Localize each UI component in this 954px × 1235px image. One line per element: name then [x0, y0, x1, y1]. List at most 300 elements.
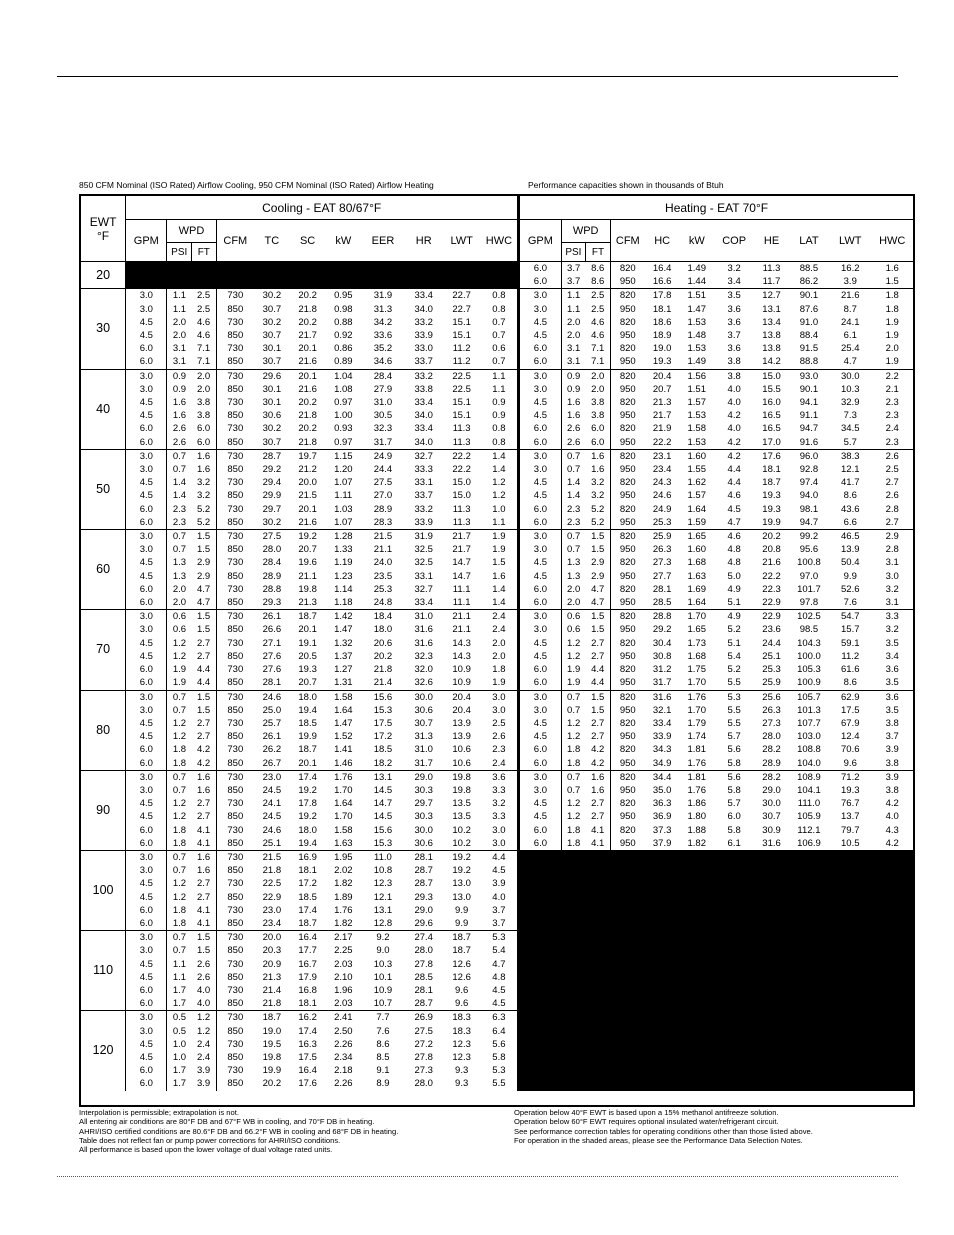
- cooling-cell: 4.6: [192, 329, 217, 342]
- cooling-cell: 850: [227, 490, 244, 502]
- cooling-cell: 0.6: [167, 610, 192, 624]
- cooling-cell: 3.3: [492, 811, 506, 823]
- heating-cell: 25.1: [762, 650, 781, 662]
- table-row: [81, 503, 913, 516]
- cooling-cell: 9.0: [376, 945, 390, 957]
- heating-cell: 3.8: [586, 396, 611, 409]
- cooling-cell: 3.0: [126, 530, 167, 544]
- cooling-cell: 19.2: [290, 530, 326, 544]
- cooling-cell: 1.5: [192, 704, 217, 717]
- heating-cell: 2.6: [871, 449, 913, 463]
- cooling-cell: 5.8: [492, 1051, 506, 1063]
- heating-cell: 1.57: [687, 397, 706, 409]
- heating-cell: 950: [619, 731, 636, 743]
- cooling-cell: 850: [227, 410, 244, 422]
- heating-cell: 20.2: [754, 530, 789, 544]
- cooling-cell: 0.9: [492, 397, 506, 409]
- cooling-cell: 30.7: [262, 356, 282, 368]
- cooling-cell: 16.7: [298, 958, 317, 970]
- heating-cell: 6.0: [586, 436, 611, 450]
- cooling-cell: 0.7: [167, 690, 192, 704]
- heating-cell: 5.7: [843, 436, 857, 448]
- heating-cell: 32.9: [841, 397, 860, 409]
- cooling-cell: 12.3: [452, 1038, 471, 1050]
- cooling-cell: 1.6: [167, 396, 192, 409]
- cooling-cell: 1.4: [167, 476, 192, 489]
- heating-cell: 11.7: [762, 276, 781, 288]
- heating-cell: 820: [619, 423, 636, 435]
- cooling-cell: 3.0: [139, 544, 153, 556]
- cooling-cell: 1.04: [325, 369, 361, 383]
- cooling-cell: 730: [216, 610, 254, 624]
- heating-cell: 36.9: [652, 811, 672, 823]
- heating-cell: 97.8: [799, 597, 819, 609]
- heating-cell: 50.4: [841, 557, 860, 569]
- heating-cell: 1.8: [885, 303, 899, 315]
- heating-cell: 10.3: [841, 383, 860, 395]
- cooling-cell: 30.1: [262, 397, 282, 409]
- heating-cell: 6.1: [727, 837, 741, 849]
- cooling-cell: 30.6: [262, 410, 282, 422]
- cooling-cell: 3.9: [192, 1077, 217, 1090]
- cooling-cell: 21.8: [373, 664, 393, 676]
- cooling-cell: 2.41: [325, 1011, 361, 1025]
- cooling-cell: 0.9: [167, 383, 192, 396]
- table-row: [81, 743, 913, 756]
- heating-cell: 6.1: [843, 330, 857, 342]
- cooling-cell: 1.64: [334, 704, 353, 716]
- heating-cell: 4.7: [727, 516, 741, 528]
- heating-cell: 1.68: [687, 557, 706, 569]
- heating-cell: 1.9: [561, 663, 586, 676]
- heating-cell: 91.6: [799, 436, 819, 448]
- cooling-cell: 4.5: [139, 410, 153, 422]
- heating-cell: 21.9: [652, 423, 672, 435]
- heating-cell: 98.1: [799, 503, 819, 515]
- cooling-cell: 1.6: [192, 770, 217, 784]
- heating-cell: 90.1: [789, 289, 829, 303]
- units-caption: Performance capacities shown in thousands of Btuh: [528, 180, 724, 190]
- cooling-cell: 13.5: [452, 811, 471, 823]
- cooling-cell: 4.5: [139, 878, 153, 890]
- cooling-cell: 0.9: [167, 369, 192, 383]
- heating-cell: 8.6: [586, 262, 611, 276]
- cooling-cell: 3.7: [492, 904, 506, 916]
- cooling-cell: 26.1: [254, 610, 290, 624]
- cooling-cell: 6.0: [139, 503, 153, 515]
- heating-cell: 3.0: [885, 570, 899, 582]
- heating-cell: 4.5: [519, 556, 561, 569]
- heating-col-he: HE: [754, 220, 789, 262]
- cooling-cell: 730: [227, 316, 244, 328]
- heating-cell: 4.5: [519, 316, 561, 329]
- cooling-cell: 0.8: [492, 423, 506, 435]
- heating-cell: 4.5: [519, 489, 561, 502]
- cooling-cell: 19.1: [298, 637, 317, 649]
- cooling-cell: 27.5: [254, 530, 290, 544]
- heating-shaded-area: [519, 1011, 913, 1091]
- heating-cell: 1.3: [561, 556, 586, 569]
- heating-cell: 820: [610, 369, 645, 383]
- heating-cell: 2.7: [885, 516, 899, 528]
- heating-cell: 4.7: [586, 596, 611, 610]
- cooling-cell: 4.1: [192, 824, 217, 837]
- cooling-cell: 2.02: [334, 865, 353, 877]
- cooling-cell: 0.89: [334, 356, 353, 368]
- cooling-cell: 20.3: [262, 945, 282, 957]
- cooling-cell: 9.1: [376, 1065, 390, 1077]
- heating-cell: 820: [610, 449, 645, 463]
- heating-cell: 950: [619, 570, 636, 582]
- heating-cell: 3.4: [885, 650, 899, 662]
- cooling-cell: 730: [227, 637, 244, 649]
- heating-col-cfm: CFM: [610, 220, 645, 262]
- heating-cell: 91.5: [799, 343, 819, 355]
- cooling-cell: 3.0: [139, 704, 153, 716]
- heating-cell: 86.2: [799, 276, 819, 288]
- cooling-cell: 3.0: [492, 824, 506, 836]
- cooling-cell: 27.6: [262, 650, 282, 662]
- heating-cell: 41.7: [841, 477, 860, 489]
- heating-col-ft: FT: [586, 243, 611, 262]
- heating-cell: 29.2: [652, 624, 672, 636]
- heating-cell: 112.1: [797, 824, 821, 836]
- cooling-cell: 17.4: [290, 770, 326, 784]
- cooling-cell: 16.9: [290, 850, 326, 864]
- cooling-cell: 19.8: [443, 770, 481, 784]
- cooling-cell: 850: [227, 811, 244, 823]
- heating-cell: 105.3: [797, 664, 821, 676]
- ewt-value: 120: [81, 1011, 126, 1091]
- table-row: [81, 717, 913, 730]
- heating-cell: 34.4: [645, 770, 680, 784]
- cooling-cell: 22.9: [262, 891, 282, 903]
- cooling-cell: 1.9: [167, 663, 192, 676]
- heating-cell: 4.5: [519, 650, 561, 663]
- heating-cell: 1.9: [885, 330, 899, 342]
- heating-cell: 5.2: [586, 516, 611, 530]
- cooling-cell: 850: [227, 731, 244, 743]
- cooling-cell: 2.0: [167, 596, 192, 610]
- heating-col-lat: LAT: [789, 220, 829, 262]
- heating-cell: 1.59: [687, 516, 706, 528]
- heating-cell: 820: [619, 503, 636, 515]
- heating-cell: 10.5: [841, 837, 860, 849]
- cooling-cell: 730: [227, 984, 244, 996]
- heating-cell: 1.8: [561, 837, 586, 851]
- cooling-cell: 29.0: [405, 770, 443, 784]
- cooling-cell: 850: [227, 757, 244, 769]
- cooling-cell: 1.96: [334, 984, 353, 996]
- cooling-cell: 13.9: [452, 717, 471, 729]
- heating-cell: 87.6: [799, 303, 819, 315]
- heating-cell: 108.9: [789, 770, 829, 784]
- heating-cell: 3.6: [885, 664, 899, 676]
- table-row: [81, 596, 913, 610]
- cooling-cell: 31.9: [361, 289, 405, 303]
- heating-cell: 0.6: [561, 610, 586, 624]
- table-row: [81, 690, 913, 704]
- cooling-cell: 0.95: [325, 289, 361, 303]
- cooling-cell: 32.0: [414, 664, 433, 676]
- cooling-cell: 850: [227, 891, 244, 903]
- cooling-cell: 4.5: [139, 316, 153, 328]
- cooling-cell: 10.6: [452, 744, 471, 756]
- cooling-cell: 0.8: [492, 303, 506, 315]
- heating-cell: 3.2: [885, 583, 899, 595]
- heating-cell: 25.4: [841, 343, 860, 355]
- table-row: [81, 303, 913, 316]
- heating-cell: 2.7: [586, 797, 611, 810]
- cooling-cell: 850: [227, 570, 244, 582]
- cooling-cell: 1.1: [167, 958, 192, 971]
- cooling-cell: 21.8: [298, 436, 317, 448]
- cooling-cell: 1.31: [334, 677, 353, 689]
- heating-cell: 23.4: [652, 464, 672, 476]
- heating-cell: 36.3: [652, 798, 672, 810]
- cooling-cell: 850: [227, 544, 244, 556]
- cooling-cell: 15.1: [452, 410, 471, 422]
- heating-cell: 33.9: [652, 731, 672, 743]
- cooling-cell: 2.0: [492, 650, 506, 662]
- cooling-cell: 14.3: [452, 650, 471, 662]
- cooling-cell: 30.2: [262, 516, 282, 528]
- cooling-cell: 730: [227, 744, 244, 756]
- cooling-cell: 29.2: [262, 464, 282, 476]
- heating-cell: 4.5: [519, 396, 561, 409]
- cooling-cell: 850: [227, 516, 244, 528]
- cooling-cell: 17.4: [298, 1025, 317, 1037]
- cooling-cell: 1.6: [192, 449, 217, 463]
- table-row: [81, 824, 913, 837]
- heating-cell: 1.8: [561, 824, 586, 837]
- cooling-cell: 3.0: [126, 770, 167, 784]
- cooling-cell: 9.3: [455, 1065, 469, 1077]
- heating-cell: 1.6: [586, 770, 611, 784]
- heating-cell: 3.5: [714, 289, 754, 303]
- cooling-cell: 33.2: [414, 503, 433, 515]
- heating-cell: 1.73: [687, 637, 706, 649]
- cooling-cell: 0.7: [167, 864, 192, 877]
- cooling-cell: 12.6: [452, 971, 471, 983]
- heating-col-lwt: LWT: [829, 220, 871, 262]
- heating-cell: 88.5: [799, 263, 819, 274]
- heating-cell: 6.0: [519, 342, 561, 355]
- heating-cell: 950: [619, 276, 636, 288]
- cooling-cell: 1.52: [334, 731, 353, 743]
- heating-cell: 1.2: [561, 810, 586, 823]
- cooling-cell: 6.0: [139, 516, 153, 528]
- cooling-cell: 6.0: [139, 343, 153, 355]
- cooling-cell: 28.4: [361, 369, 405, 383]
- table-row: [81, 784, 913, 797]
- performance-table-frame: [79, 194, 915, 1107]
- cooling-cell: 18.7: [298, 917, 317, 929]
- heating-cell: 9.9: [843, 570, 857, 582]
- cooling-cell: 12.3: [373, 878, 393, 890]
- heating-cell: 22.3: [762, 583, 781, 595]
- ewt-value: 50: [81, 449, 126, 529]
- heating-cell: 94.1: [799, 397, 819, 409]
- cooling-cell: 2.03: [334, 958, 353, 970]
- heating-cell: 0.7: [561, 543, 586, 556]
- cooling-cell: 11.1: [452, 597, 471, 609]
- cooling-cell: 21.5: [298, 490, 317, 502]
- cooling-cell: 1.82: [334, 917, 353, 929]
- heating-cell: 6.0: [519, 275, 561, 289]
- heating-cell: 3.1: [885, 597, 899, 609]
- heating-cell: 1.6: [586, 784, 611, 797]
- cooling-cell: 1.58: [325, 690, 361, 704]
- heating-cell: 1.6: [586, 463, 611, 476]
- heating-cell: 4.6: [586, 316, 611, 329]
- cooling-cell: 4.5: [139, 570, 153, 582]
- cooling-cell: 4.6: [192, 316, 217, 329]
- cooling-cell: 28.7: [414, 865, 433, 877]
- cooling-cell: 3.2: [192, 489, 217, 502]
- cooling-cell: 19.4: [298, 704, 317, 716]
- heating-cell: 25.9: [645, 530, 680, 544]
- cooling-cell: 0.7: [167, 704, 192, 717]
- cooling-cell: 10.9: [452, 664, 471, 676]
- heating-cell: 98.5: [799, 624, 819, 636]
- cooling-cell: 6.0: [192, 422, 217, 435]
- heating-cell: 1.4: [561, 476, 586, 489]
- cooling-cell: 3.8: [192, 396, 217, 409]
- cooling-cell: 730: [216, 369, 254, 383]
- cooling-cell: 33.2: [405, 369, 443, 383]
- cooling-cell: 27.5: [414, 1025, 433, 1037]
- table-row: [81, 730, 913, 743]
- cooling-cell: 18.7: [443, 931, 481, 945]
- cooling-cell: 27.8: [414, 958, 433, 970]
- heating-cell: 6.0: [519, 663, 561, 676]
- ewt-value: 60: [81, 530, 126, 610]
- cooling-cell: 34.6: [373, 356, 393, 368]
- table-row: [81, 810, 913, 823]
- heating-cell: 16.0: [762, 397, 781, 409]
- heating-cell: 820: [619, 477, 636, 489]
- heating-cell: 3.6: [727, 316, 741, 328]
- heating-cell: 90.1: [799, 383, 819, 395]
- cooling-cell: 5.2: [192, 516, 217, 530]
- cooling-cell: 32.5: [414, 544, 433, 556]
- heating-cell: 27.3: [762, 717, 781, 729]
- cooling-cell: 2.9: [192, 570, 217, 583]
- heating-cell: 106.9: [797, 837, 821, 849]
- cooling-cell: 10.6: [452, 757, 471, 769]
- cooling-cell: 30.2: [262, 316, 282, 328]
- cooling-cell: 0.92: [334, 330, 353, 342]
- heating-cell: 24.4: [762, 637, 781, 649]
- table-row: [81, 583, 913, 596]
- cooling-cell: 4.5: [139, 811, 153, 823]
- cooling-cell: 850: [227, 624, 244, 636]
- cooling-cell: 1.9: [481, 530, 519, 544]
- cooling-col-eer: EER: [361, 220, 405, 262]
- cooling-cell: 1.4: [481, 449, 519, 463]
- cooling-cell: 15.3: [373, 704, 393, 716]
- heating-cell: 1.9: [885, 356, 899, 368]
- cooling-cell: 18.3: [452, 1025, 471, 1037]
- heating-cell: 0.7: [561, 463, 586, 476]
- heating-cell: 34.5: [841, 423, 860, 435]
- heating-cell: 3.8: [885, 717, 899, 729]
- heating-cell: 1.9: [885, 316, 899, 328]
- ewt-value: 90: [81, 770, 126, 850]
- cooling-cell: 32.3: [414, 650, 433, 662]
- heating-cell: 79.7: [841, 824, 860, 836]
- cooling-cell: 7.7: [361, 1011, 405, 1025]
- heating-cell: 4.2: [885, 798, 899, 810]
- cooling-cell: 12.3: [452, 1051, 471, 1063]
- heating-cell: 33.4: [652, 717, 672, 729]
- table-row: [81, 262, 913, 276]
- cooling-cell: 31.0: [373, 397, 393, 409]
- cooling-cell: 28.9: [262, 570, 282, 582]
- cooling-cell: 21.8: [298, 410, 317, 422]
- cooling-cell: 2.0: [192, 369, 217, 383]
- note-line: All performance is based upon the lower voltage of dual voltage rated units.: [79, 1145, 333, 1155]
- heating-cell: 19.3: [762, 490, 781, 502]
- note-line: Interpolation is permissible; extrapolation is not.: [79, 1108, 239, 1117]
- table-row: [81, 342, 913, 355]
- cooling-cell: 850: [227, 917, 244, 929]
- cooling-cell: 1.0: [167, 1051, 192, 1064]
- cooling-cell: 2.0: [492, 637, 506, 649]
- heating-cell: 3.1: [885, 557, 899, 569]
- cooling-cell: 29.7: [414, 798, 433, 810]
- cooling-cell: 1.5: [192, 690, 217, 704]
- cooling-cell: 1.42: [325, 610, 361, 624]
- cooling-cell: 4.5: [492, 865, 506, 877]
- heating-cell: 5.3: [714, 690, 754, 704]
- cooling-cell: 6.0: [139, 583, 153, 595]
- heating-cell: 31.7: [652, 677, 672, 689]
- cooling-cell: 9.9: [455, 904, 469, 916]
- heating-col-wpd: WPD: [561, 220, 610, 243]
- heating-cell: 1.53: [687, 436, 706, 448]
- heating-cell: 105.9: [797, 811, 821, 823]
- cooling-cell: 3.2: [492, 798, 506, 810]
- cooling-cell: 15.6: [373, 824, 393, 836]
- table-row: [81, 623, 913, 636]
- heating-cell: 1.53: [687, 343, 706, 355]
- cooling-cell: 4.5: [492, 984, 506, 996]
- cooling-cell: 1.58: [334, 824, 353, 836]
- heating-cell: 3.0: [519, 704, 561, 717]
- cooling-cell: 1.03: [334, 503, 353, 515]
- heating-cell: 6.0: [519, 436, 561, 450]
- heating-cell: 19.0: [652, 343, 672, 355]
- heating-cell: 1.58: [687, 423, 706, 435]
- cooling-cell: 14.5: [373, 811, 393, 823]
- cooling-cell: 4.5: [139, 490, 153, 502]
- heating-cell: 13.7: [841, 811, 860, 823]
- cooling-col-kw: kW: [325, 220, 361, 262]
- heating-cell: 76.7: [841, 798, 860, 810]
- cooling-cell: 19.0: [262, 1025, 282, 1037]
- cooling-cell: 20.5: [298, 650, 317, 662]
- cooling-cell: 11.0: [361, 850, 405, 864]
- cooling-cell: 25.7: [262, 717, 282, 729]
- heating-cell: 2.9: [586, 556, 611, 569]
- cooling-cell: 1.2: [167, 877, 192, 890]
- cooling-cell: 29.3: [414, 891, 433, 903]
- heating-cell: 3.6: [727, 303, 741, 315]
- heating-cell: 950: [619, 464, 636, 476]
- cooling-cell: 13.0: [452, 891, 471, 903]
